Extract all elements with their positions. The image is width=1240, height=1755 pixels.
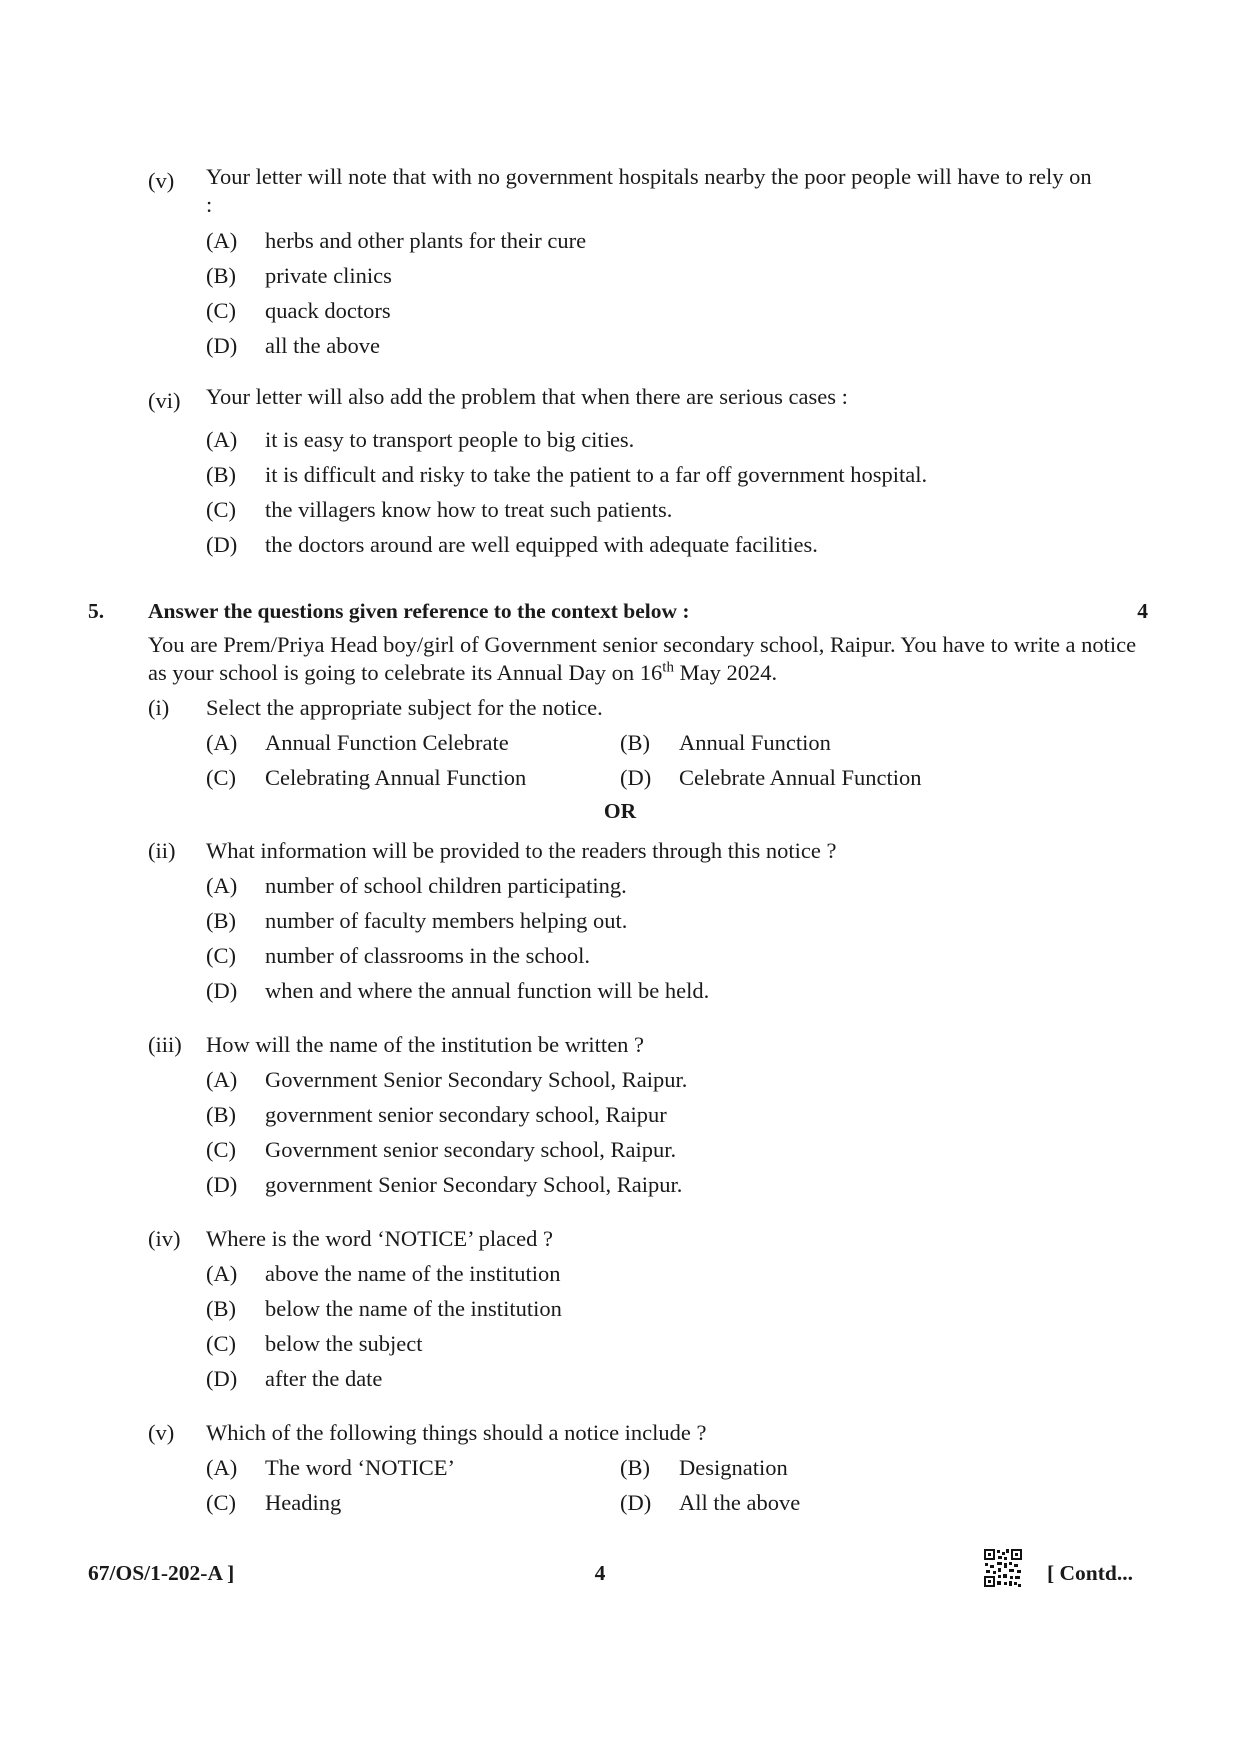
option-label: (B) bbox=[206, 1296, 236, 1321]
option-text: it is easy to transport people to big cities. bbox=[265, 427, 635, 452]
option-text: quack doctors bbox=[265, 298, 391, 323]
option-text: Celebrating Annual Function bbox=[265, 765, 527, 790]
option-label: (A) bbox=[206, 228, 238, 253]
option-label: (D) bbox=[620, 1490, 652, 1515]
option-d bbox=[206, 527, 1098, 562]
options-list bbox=[206, 223, 1098, 363]
option-label: (A) bbox=[206, 1455, 238, 1480]
option-label: (D) bbox=[206, 1366, 238, 1391]
question-number: (i) bbox=[148, 695, 170, 720]
option-text: government senior secondary school, Raipur bbox=[265, 1102, 667, 1127]
options-list bbox=[206, 422, 1098, 562]
question-ii bbox=[148, 833, 1098, 1008]
options-grid bbox=[206, 1450, 1098, 1520]
option-label: (D) bbox=[206, 532, 238, 557]
option-b bbox=[620, 1450, 1034, 1485]
options-list bbox=[206, 1256, 1098, 1396]
question-text: What information will be provided to the readers through this notice ? bbox=[206, 837, 837, 863]
option-a bbox=[206, 422, 1098, 457]
option-label: (D) bbox=[206, 978, 238, 1003]
question-text: Which of the following things should a notice include ? bbox=[206, 1419, 707, 1445]
option-b bbox=[206, 1097, 1098, 1132]
option-b bbox=[206, 457, 1098, 492]
context-text-end: May 2024. bbox=[673, 660, 778, 685]
section-title: Answer the questions given reference to the context below : bbox=[148, 599, 690, 623]
option-text: the villagers know how to treat such patients. bbox=[265, 497, 673, 522]
question-vi bbox=[148, 383, 1098, 562]
option-label: (C) bbox=[206, 765, 236, 790]
option-text: Government Senior Secondary School, Raipur. bbox=[265, 1067, 688, 1092]
question-number: (iii) bbox=[148, 1032, 182, 1057]
option-text: above the name of the institution bbox=[265, 1261, 561, 1286]
option-d bbox=[620, 760, 1034, 795]
context-paragraph bbox=[148, 631, 1148, 687]
option-text: The word ‘NOTICE’ bbox=[265, 1455, 455, 1480]
context-text: You are Prem/Priya Head boy/girl of Government senior secondary school, Raipur. You have to write a notice as your school is going to celebrate its Annual Day on 16 bbox=[148, 632, 1137, 685]
question-iii bbox=[148, 1027, 1098, 1202]
option-text: Annual Function Celebrate bbox=[265, 730, 509, 755]
option-a bbox=[206, 223, 1098, 258]
option-label: (A) bbox=[206, 427, 238, 452]
option-text: private clinics bbox=[265, 263, 392, 288]
option-a bbox=[206, 868, 1098, 903]
question-v-bottom bbox=[148, 1415, 1098, 1520]
option-label: (C) bbox=[206, 298, 236, 323]
or-divider: OR bbox=[603, 799, 637, 823]
option-c bbox=[206, 1326, 1098, 1361]
qr-code-icon bbox=[983, 1548, 1023, 1588]
option-text: Designation bbox=[679, 1455, 788, 1480]
option-b bbox=[206, 903, 1098, 938]
option-text: number of classrooms in the school. bbox=[265, 943, 590, 968]
option-text: All the above bbox=[679, 1490, 801, 1515]
option-a bbox=[206, 725, 620, 760]
section-marks: 4 bbox=[1137, 599, 1148, 623]
option-b bbox=[206, 258, 1098, 293]
section-heading bbox=[88, 594, 1148, 629]
option-label: (D) bbox=[206, 333, 238, 358]
option-label: (B) bbox=[620, 730, 650, 755]
option-text: Heading bbox=[265, 1490, 342, 1515]
section-number: 5. bbox=[88, 599, 105, 623]
context-superscript: th bbox=[662, 659, 674, 676]
question-number: (vi) bbox=[148, 388, 181, 413]
option-text: below the subject bbox=[265, 1331, 423, 1356]
option-label: (B) bbox=[620, 1455, 650, 1480]
option-c bbox=[206, 760, 620, 795]
option-text: the doctors around are well equipped with adequate facilities. bbox=[265, 532, 818, 557]
option-text: after the date bbox=[265, 1366, 383, 1391]
option-label: (A) bbox=[206, 1261, 238, 1286]
option-label: (B) bbox=[206, 908, 236, 933]
option-text: when and where the annual function will be held. bbox=[265, 978, 710, 1003]
option-text: Celebrate Annual Function bbox=[679, 765, 922, 790]
option-label: (B) bbox=[206, 263, 236, 288]
option-label: (C) bbox=[206, 1490, 236, 1515]
question-text: Your letter will note that with no government hospitals nearby the poor people will have to rely on : bbox=[206, 164, 1092, 217]
option-a bbox=[206, 1256, 1098, 1291]
options-list bbox=[206, 868, 1098, 1008]
option-text: government Senior Secondary School, Raipur. bbox=[265, 1172, 683, 1197]
option-c bbox=[206, 492, 1098, 527]
option-label: (C) bbox=[206, 1331, 236, 1356]
option-label: (B) bbox=[206, 1102, 236, 1127]
page-number: 4 bbox=[594, 1561, 606, 1585]
option-d bbox=[206, 1167, 1098, 1202]
option-label: (C) bbox=[206, 1137, 236, 1162]
option-a bbox=[206, 1062, 1098, 1097]
option-text: number of faculty members helping out. bbox=[265, 908, 628, 933]
option-d bbox=[206, 973, 1098, 1008]
question-number: (iv) bbox=[148, 1226, 181, 1251]
option-label: (A) bbox=[206, 1067, 238, 1092]
question-number: (ii) bbox=[148, 838, 176, 863]
option-label: (B) bbox=[206, 462, 236, 487]
question-number: (v) bbox=[148, 168, 175, 193]
option-c bbox=[206, 938, 1098, 973]
continued-label: [ Contd... bbox=[1047, 1561, 1134, 1585]
question-i bbox=[148, 690, 1098, 827]
options-list bbox=[206, 1062, 1098, 1202]
options-grid bbox=[206, 725, 1098, 795]
option-c bbox=[206, 1132, 1098, 1167]
option-text: below the name of the institution bbox=[265, 1296, 562, 1321]
option-label: (D) bbox=[206, 1172, 238, 1197]
option-label: (D) bbox=[620, 765, 652, 790]
option-b bbox=[620, 725, 1034, 760]
option-text: number of school children participating. bbox=[265, 873, 627, 898]
option-c bbox=[206, 293, 1098, 328]
question-text: Select the appropriate subject for the notice. bbox=[206, 694, 603, 720]
option-d bbox=[206, 328, 1098, 363]
option-b bbox=[206, 1291, 1098, 1326]
option-label: (C) bbox=[206, 943, 236, 968]
option-d bbox=[206, 1361, 1098, 1396]
question-number: (v) bbox=[148, 1420, 175, 1445]
paper-code: 67/OS/1-202-A ] bbox=[88, 1561, 235, 1585]
question-text: Where is the word ‘NOTICE’ placed ? bbox=[206, 1225, 553, 1251]
option-text: Annual Function bbox=[679, 730, 831, 755]
option-a bbox=[206, 1450, 620, 1485]
option-text: herbs and other plants for their cure bbox=[265, 228, 587, 253]
option-text: it is difficult and risky to take the patient to a far off government hospital. bbox=[265, 462, 928, 487]
question-text: Your letter will also add the problem that when there are serious cases : bbox=[206, 384, 848, 409]
option-d bbox=[620, 1485, 1034, 1520]
option-label: (A) bbox=[206, 730, 238, 755]
option-c bbox=[206, 1485, 620, 1520]
option-text: all the above bbox=[265, 333, 380, 358]
section-5 bbox=[88, 594, 1148, 687]
question-iv bbox=[148, 1221, 1098, 1396]
option-label: (A) bbox=[206, 873, 238, 898]
question-text: How will the name of the institution be written ? bbox=[206, 1031, 645, 1057]
option-text: Government senior secondary school, Raipur. bbox=[265, 1137, 677, 1162]
option-label: (C) bbox=[206, 497, 236, 522]
question-v-top bbox=[148, 163, 1098, 363]
